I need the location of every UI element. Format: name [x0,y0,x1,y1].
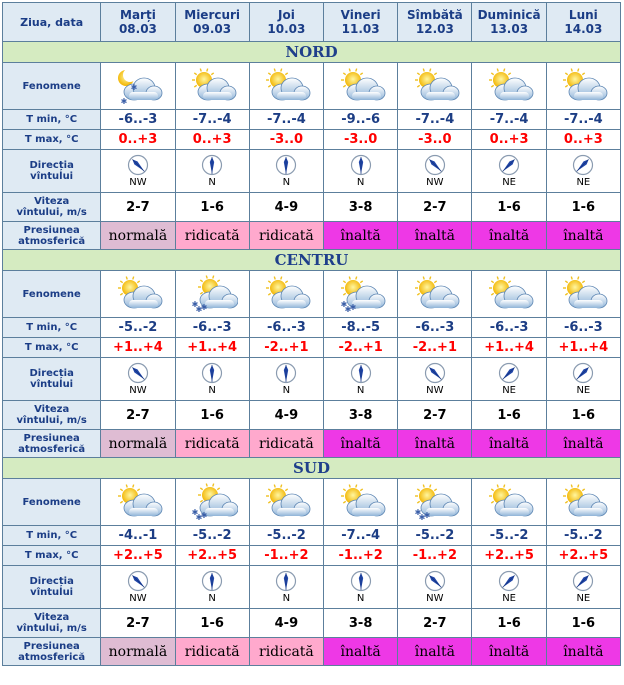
wind-compass-icon [350,570,372,592]
day-date: 08.03 [118,22,157,36]
row-label-tmax: T max, °C [3,130,101,150]
tmax-value: -2..+1 [324,338,398,358]
tmin-value: -5..-2 [249,526,323,546]
tmax-value: +1..+4 [101,338,175,358]
wind-direction-text: NW [129,593,147,604]
tmax-value: +2..+5 [175,546,249,566]
tmax-value: -3..0 [398,130,472,150]
day-name: Vineri [340,8,381,22]
weather-cell [546,479,620,526]
tmax-value: +1..+4 [472,338,546,358]
region-header-row [3,458,621,479]
wind-speed-value: 4-9 [249,193,323,222]
row-label-tmax: T max, °C [3,338,101,358]
label-line: Direcția [29,368,74,379]
svg-text:✱: ✱ [195,305,203,314]
row-label-pressure [3,430,101,458]
wind-speed-value: 1-6 [546,401,620,430]
tmax-value: -1..+2 [249,546,323,566]
pressure-row [3,638,621,666]
tmin-value: -7..-4 [175,110,249,130]
label-line: atmosferică [18,235,86,247]
day-header [324,3,398,42]
pressure-value: normală [101,638,175,666]
day-header [472,3,546,42]
tmin-value: -5..-2 [472,526,546,546]
wind-compass-icon [572,154,594,176]
partly-cloudy-icon [335,65,387,107]
weather-cell [249,271,323,318]
pressure-value: normală [101,222,175,250]
day-name: Joi [277,8,295,22]
partly-cloudy-icon [483,273,535,315]
label-line: atmosferică [18,651,86,663]
wind-direction-text: NW [426,177,444,188]
pressure-value: ridicată [249,222,323,250]
tmax-value: 0..+3 [472,130,546,150]
tmax-value: -1..+2 [324,546,398,566]
partly-cloudy-icon [112,273,164,315]
wind-direction-cell [472,150,546,193]
tmax-value: -2..+1 [249,338,323,358]
corner-label: Ziua, data [3,3,101,42]
pressure-value: înaltă [472,638,546,666]
wind-direction-cell [546,358,620,401]
partly-cloudy-icon [186,65,238,107]
row-label-wind-direction [3,358,101,401]
wind-direction-row [3,566,621,609]
svg-text:✱: ✱ [191,300,199,309]
wind-direction-text: NE [576,385,591,396]
label-line: vîntului, m/s [16,623,87,634]
tmin-value: -7..-4 [546,110,620,130]
wind-speed-value: 2-7 [101,193,175,222]
wind-compass-icon [127,154,149,176]
tmin-value: -9..-6 [324,110,398,130]
wind-compass-icon [275,570,297,592]
label-line: Direcția [29,576,74,587]
tmax-value: -2..+1 [398,338,472,358]
wind-compass-icon [127,362,149,384]
wind-speed-value: 2-7 [398,609,472,638]
tmax-value: -3..0 [249,130,323,150]
wind-direction-cell [249,566,323,609]
label-line: Presiunea [23,640,80,652]
partly-cloudy-icon [335,481,387,523]
row-label-wind-speed [3,609,101,638]
wind-speed-row [3,193,621,222]
tmin-value: -7..-4 [472,110,546,130]
tmin-value: -8..-5 [324,318,398,338]
wind-compass-icon [572,570,594,592]
pressure-value: înaltă [324,222,398,250]
moon-cloud-snow-icon [112,65,164,107]
wind-speed-value: 3-8 [324,609,398,638]
tmin-row [3,110,621,130]
weather-cell [472,63,546,110]
cloud-snow-icon [186,481,238,523]
cloud-snow-icon [186,273,238,315]
day-date: 09.03 [193,22,232,36]
pressure-value: înaltă [546,222,620,250]
label-line: Viteza [34,404,70,415]
tmax-value: 0..+3 [175,130,249,150]
tmin-value: -5..-2 [175,526,249,546]
partly-cloudy-icon [557,65,609,107]
row-label-tmax: T max, °C [3,546,101,566]
svg-text:✱: ✱ [120,97,128,106]
tmax-row [3,546,621,566]
day-name: Duminică [477,8,541,22]
svg-text:✱: ✱ [414,508,422,517]
row-label-tmin: T min, °C [3,318,101,338]
pressure-value: înaltă [472,222,546,250]
day-date: 11.03 [341,22,380,36]
svg-text:✱: ✱ [423,511,431,520]
weather-cell [324,63,398,110]
pressure-row [3,222,621,250]
partly-cloudy-icon [557,481,609,523]
tmin-value: -4..-1 [101,526,175,546]
svg-text:✱: ✱ [191,508,199,517]
wind-direction-cell [472,566,546,609]
label-line: Presiunea [23,432,80,444]
wind-direction-text: N [356,593,365,604]
wind-compass-icon [572,362,594,384]
partly-cloudy-icon [260,65,312,107]
weather-cell [398,479,472,526]
weather-cell [324,271,398,318]
region-title: CENTRU [3,250,621,271]
pressure-value: înaltă [324,430,398,458]
svg-text:✱: ✱ [200,303,208,312]
wind-direction-text: N [282,385,291,396]
wind-direction-cell [398,566,472,609]
pressure-value: înaltă [472,430,546,458]
row-label-tmin: T min, °C [3,526,101,546]
wind-direction-text: N [208,177,216,188]
day-date: 10.03 [267,22,306,36]
wind-direction-cell [324,566,398,609]
wind-compass-icon [424,570,446,592]
day-name: Sîmbătă [406,8,463,22]
region-header-row [3,250,621,271]
weather-cell [175,479,249,526]
wind-direction-text: NE [502,385,516,396]
pressure-value: ridicată [249,638,323,666]
row-label-fenomene: Fenomene [3,271,101,318]
wind-direction-text: NE [502,593,516,604]
wind-direction-cell [175,566,249,609]
pressure-value: normală [101,430,175,458]
weather-cell [101,479,175,526]
tmin-value: -5..-2 [398,526,472,546]
wind-direction-row [3,150,621,193]
pressure-value: înaltă [546,638,620,666]
partly-cloudy-icon [260,481,312,523]
pressure-value: înaltă [324,638,398,666]
wind-speed-row [3,609,621,638]
tmax-row [3,338,621,358]
row-label-tmin: T min, °C [3,110,101,130]
tmin-value: -5..-2 [101,318,175,338]
day-date: 12.03 [415,22,454,36]
label-line: vîntului, m/s [16,207,87,218]
weather-cell [175,271,249,318]
day-name: Miercuri [184,8,241,22]
label-line: Direcția [29,160,74,171]
tmax-value: +2..+5 [472,546,546,566]
wind-speed-value: 3-8 [324,193,398,222]
forecast-table-container [2,2,621,666]
wind-direction-cell [175,150,249,193]
wind-direction-text: N [356,385,365,396]
wind-direction-text: NE [502,177,516,188]
wind-compass-icon [201,362,223,384]
day-header [101,3,175,42]
partly-cloudy-icon [409,65,461,107]
weather-cell [546,271,620,318]
wind-direction-text: NW [426,385,444,396]
partly-cloudy-icon [409,273,461,315]
wind-compass-icon [201,570,223,592]
row-label-pressure [3,638,101,666]
svg-text:✱: ✱ [344,305,351,314]
wind-compass-icon [498,154,520,176]
sun-cloud-snow-icon [409,481,461,523]
tmin-value: -7..-4 [398,110,472,130]
wind-direction-cell [324,358,398,401]
tmin-value: -6..-3 [546,318,620,338]
wind-compass-icon [350,154,372,176]
wind-speed-value: 1-6 [175,193,249,222]
wind-compass-icon [201,154,223,176]
day-header [249,3,323,42]
wind-direction-text: NW [129,177,147,188]
wind-speed-row [3,401,621,430]
tmin-value: -6..-3 [472,318,546,338]
weather-cell [175,63,249,110]
wind-compass-icon [275,362,297,384]
tmax-value: +1..+4 [546,338,620,358]
svg-text:✱: ✱ [195,513,203,522]
partly-cloudy-icon [483,481,535,523]
tmax-value: -1..+2 [398,546,472,566]
row-label-wind-speed [3,401,101,430]
wind-compass-icon [127,570,149,592]
wind-speed-value: 2-7 [398,193,472,222]
wind-speed-value: 2-7 [101,609,175,638]
header-row [3,3,621,42]
svg-text:✱: ✱ [200,511,208,520]
wind-direction-cell [546,150,620,193]
phenomena-row [3,63,621,110]
tmax-value: +1..+4 [175,338,249,358]
day-date: 13.03 [490,22,529,36]
tmax-row [3,130,621,150]
label-line: vîntului, m/s [16,415,87,426]
phenomena-row [3,479,621,526]
wind-speed-value: 3-8 [324,401,398,430]
svg-text:✱: ✱ [349,303,356,312]
wind-speed-value: 4-9 [249,609,323,638]
wind-compass-icon [424,362,446,384]
row-label-pressure [3,222,101,250]
day-name: Marți [120,8,156,22]
wind-direction-text: NE [576,593,591,604]
day-name: Luni [568,8,598,22]
label-line: Viteza [34,612,70,623]
wind-speed-value: 1-6 [175,609,249,638]
pressure-value: ridicată [249,430,323,458]
wind-direction-cell [324,150,398,193]
pressure-row [3,430,621,458]
day-header [546,3,620,42]
wind-direction-row [3,358,621,401]
partly-cloudy-icon [112,481,164,523]
weather-cell [249,63,323,110]
pressure-value: ridicată [175,638,249,666]
pressure-value: înaltă [398,222,472,250]
row-label-fenomene: Fenomene [3,479,101,526]
wind-direction-text: NW [426,593,444,604]
row-label-wind-direction [3,150,101,193]
tmin-value: -7..-4 [249,110,323,130]
pressure-value: ridicată [175,222,249,250]
forecast-table [2,2,621,666]
wind-speed-value: 1-6 [472,401,546,430]
wind-compass-icon [424,154,446,176]
phenomena-row [3,271,621,318]
tmin-value: -6..-3 [101,110,175,130]
tmin-row [3,526,621,546]
wind-speed-value: 2-7 [398,401,472,430]
weather-cell [101,271,175,318]
wind-direction-cell [101,150,175,193]
tmax-value: +2..+5 [101,546,175,566]
weather-cell [472,479,546,526]
wind-speed-value: 4-9 [249,401,323,430]
svg-text:✱: ✱ [130,83,138,92]
weather-cell [398,271,472,318]
wind-direction-cell [249,358,323,401]
region-title: SUD [3,458,621,479]
wind-direction-cell [398,358,472,401]
tmax-value: 0..+3 [546,130,620,150]
tmax-value: 0..+3 [101,130,175,150]
wind-compass-icon [498,570,520,592]
tmin-value: -6..-3 [249,318,323,338]
wind-direction-text: N [282,177,291,188]
wind-direction-cell [398,150,472,193]
region-title: NORD [3,42,621,63]
wind-speed-value: 1-6 [546,609,620,638]
tmin-value: -5..-2 [546,526,620,546]
weather-cell [249,479,323,526]
sun-cloud-snow-icon [335,273,387,315]
row-label-fenomene: Fenomene [3,63,101,110]
wind-direction-text: N [282,593,291,604]
label-line: vîntului [30,171,74,182]
wind-speed-value: 1-6 [472,193,546,222]
weather-cell [398,63,472,110]
day-header [398,3,472,42]
row-label-wind-speed [3,193,101,222]
wind-direction-cell [472,358,546,401]
weather-cell [101,63,175,110]
pressure-value: înaltă [398,430,472,458]
day-header [175,3,249,42]
tmin-value: -6..-3 [398,318,472,338]
wind-direction-cell [101,566,175,609]
wind-direction-text: NE [576,177,591,188]
weather-cell [324,479,398,526]
label-line: Viteza [34,196,70,207]
label-line: Presiunea [23,224,80,236]
region-header-row [3,42,621,63]
tmin-value: -6..-3 [175,318,249,338]
tmin-row [3,318,621,338]
wind-direction-cell [546,566,620,609]
row-label-wind-direction [3,566,101,609]
tmax-value: -3..0 [324,130,398,150]
wind-speed-value: 1-6 [472,609,546,638]
tmin-value: -7..-4 [324,526,398,546]
pressure-value: înaltă [546,430,620,458]
svg-text:✱: ✱ [340,300,347,309]
partly-cloudy-icon [483,65,535,107]
pressure-value: înaltă [398,638,472,666]
wind-speed-value: 1-6 [175,401,249,430]
wind-direction-text: N [356,177,365,188]
wind-compass-icon [350,362,372,384]
wind-direction-text: N [208,385,216,396]
tmax-value: +2..+5 [546,546,620,566]
wind-speed-value: 2-7 [101,401,175,430]
partly-cloudy-icon [557,273,609,315]
wind-direction-text: N [208,593,216,604]
partly-cloudy-icon [260,273,312,315]
wind-direction-text: NW [129,385,147,396]
wind-direction-cell [101,358,175,401]
svg-text:✱: ✱ [418,513,426,522]
weather-cell [472,271,546,318]
label-line: vîntului [30,587,74,598]
wind-direction-cell [249,150,323,193]
weather-cell [546,63,620,110]
label-line: atmosferică [18,443,86,455]
wind-direction-cell [175,358,249,401]
wind-compass-icon [498,362,520,384]
wind-compass-icon [275,154,297,176]
day-date: 14.03 [564,22,603,36]
wind-speed-value: 1-6 [546,193,620,222]
label-line: vîntului [30,379,74,390]
pressure-value: ridicată [175,430,249,458]
